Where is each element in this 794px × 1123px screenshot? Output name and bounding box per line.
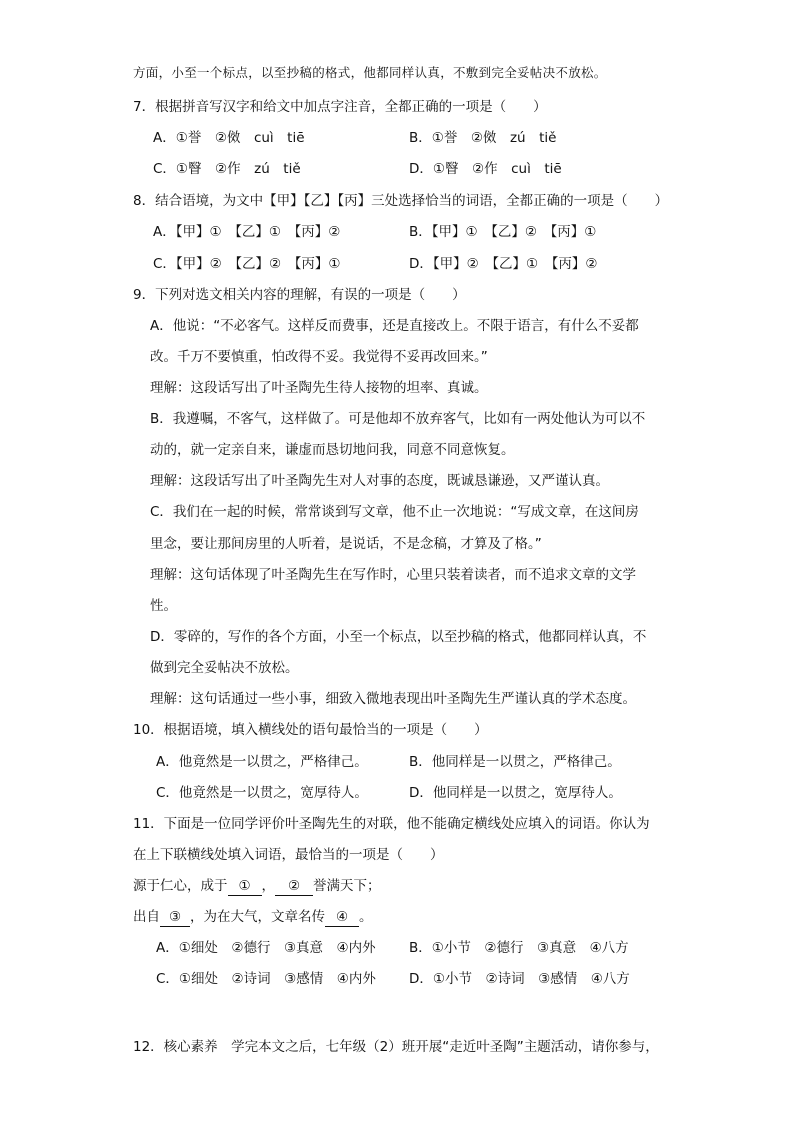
q10-option-b[interactable]: B．他同样是一以贯之，严格律己。 — [409, 754, 621, 770]
q10-option-d[interactable]: D．他同样是一以贯之，宽厚待人。 — [409, 785, 622, 801]
q9-d-line1[interactable]: D．零碎的，写作的各个方面，小至一个标点，以至抄稿的格式，他都同样认真，不 — [150, 629, 647, 645]
q9-a-analysis: 理解：这段话写出了叶圣陶先生待人接物的坦率、真诚。 — [150, 380, 488, 396]
question-9-stem: 9．下列对选文相关内容的理解，有误的一项是（ ） — [133, 287, 466, 303]
blank-1[interactable]: ① — [228, 877, 262, 896]
q7-option-d[interactable]: D．①瞖 ②作 cuì tiē — [409, 161, 562, 177]
passage-tail: 方面，小至一个标点，以至抄稿的格式，他都同样认真，不敷到完全妥帖决不放松。 — [133, 65, 607, 80]
q8-option-d[interactable]: D．【甲】② 【乙】① 【丙】② — [409, 256, 598, 272]
q11-option-b[interactable]: B．①小节 ②德行 ③真意 ④八方 — [409, 940, 629, 956]
q8-option-c[interactable]: C．【甲】② 【乙】② 【丙】① — [153, 256, 341, 272]
question-10-stem: 10．根据语境，填入横线处的语句最恰当的一项是（ ） — [133, 722, 488, 738]
question-8-stem: 8．结合语境，为文中【甲】【乙】【丙】三处选择恰当的词语，全都正确的一项是（ ） — [133, 193, 669, 209]
q9-a-line1[interactable]: A．他说：“不必客气。这样反而费事，还是直接改上。不限于语言，有什么不妥都 — [150, 318, 639, 334]
q8-option-b[interactable]: B．【甲】① 【乙】② 【丙】① — [409, 224, 597, 240]
q9-d-analysis: 理解：这句话通过一些小事，细致入微地表现出叶圣陶先生严谨认真的学术态度。 — [150, 691, 636, 707]
q10-option-a[interactable]: A．他竟然是一以贯之，严格律己。 — [156, 754, 368, 770]
question-12-stem: 12．核心素养 学完本文之后，七年级（2）班开展“走近叶圣陶”主题活动，请你参与， — [133, 1039, 659, 1055]
q9-b-analysis: 理解：这段话写出了叶圣陶先生对人对事的态度，既诚恳谦逊，又严谨认真。 — [150, 473, 609, 489]
q11-couplet-upper: 源于仁心，成于 ① ， ② 誉满天下； — [133, 878, 381, 894]
q7-option-a[interactable]: A．①誉 ②傚 cuì tiē — [153, 130, 305, 146]
blank-3[interactable]: ③ — [160, 908, 190, 927]
q9-d-line2[interactable]: 做到完全妥帖决不放松。 — [150, 660, 299, 676]
q10-option-c[interactable]: C．他竟然是一以贯之，宽厚待人。 — [156, 785, 368, 801]
q9-c-line2[interactable]: 里念，要让那间房里的人听着，是说话，不是念稿，才算及了格。” — [150, 536, 542, 552]
q9-c-analysis-line2: 性。 — [150, 598, 177, 614]
q9-c-line1[interactable]: C．我们在一起的时候，常常谈到写文章，他不止一次地说：“写成文章，在这间房 — [150, 504, 639, 520]
q11-couplet-lower: 出自 ③ ，为在大气，文章名传 ④ 。 — [133, 909, 373, 925]
q7-option-c[interactable]: C．①瞖 ②作 zú tiě — [153, 161, 301, 177]
question-11-stem-line2: 在上下联横线处填入词语，最恰当的一项是（ ） — [133, 847, 444, 863]
q11-option-a[interactable]: A．①细处 ②德行 ③真意 ④内外 — [156, 940, 376, 956]
q8-option-a[interactable]: A．【甲】① 【乙】① 【丙】② — [153, 224, 341, 240]
question-7-stem: 7．根据拼音写汉字和给文中加点字注音，全都正确的一项是（ ） — [133, 99, 547, 115]
q7-option-b[interactable]: B．①誉 ②傚 zú tiě — [409, 130, 557, 146]
q11-option-c[interactable]: C．①细处 ②诗词 ③感情 ④内外 — [156, 971, 376, 987]
q11-option-d[interactable]: D．①小节 ②诗词 ③感情 ④八方 — [409, 971, 630, 987]
blank-2[interactable]: ② — [275, 877, 313, 896]
q9-a-line2[interactable]: 改。千万不要慎重，怕改得不妥。我觉得不妥再改回来。” — [150, 349, 488, 365]
q9-b-line2[interactable]: 动的，就一定亲自来，谦虚而恳切地问我，同意不同意恢复。 — [150, 442, 515, 458]
q9-c-analysis-line1: 理解：这句话体现了叶圣陶先生在写作时，心里只装着读者，而不追求文章的文学 — [150, 567, 636, 583]
question-11-stem-line1: 11．下面是一位同学评价叶圣陶先生的对联，他不能确定横线处应填入的词语。你认为 — [133, 816, 650, 832]
q9-b-line1[interactable]: B．我遵嘱，不客气，这样做了。可是他却不放弃客气，比如有一两处他认为可以不 — [150, 411, 646, 427]
blank-4[interactable]: ④ — [325, 908, 359, 927]
